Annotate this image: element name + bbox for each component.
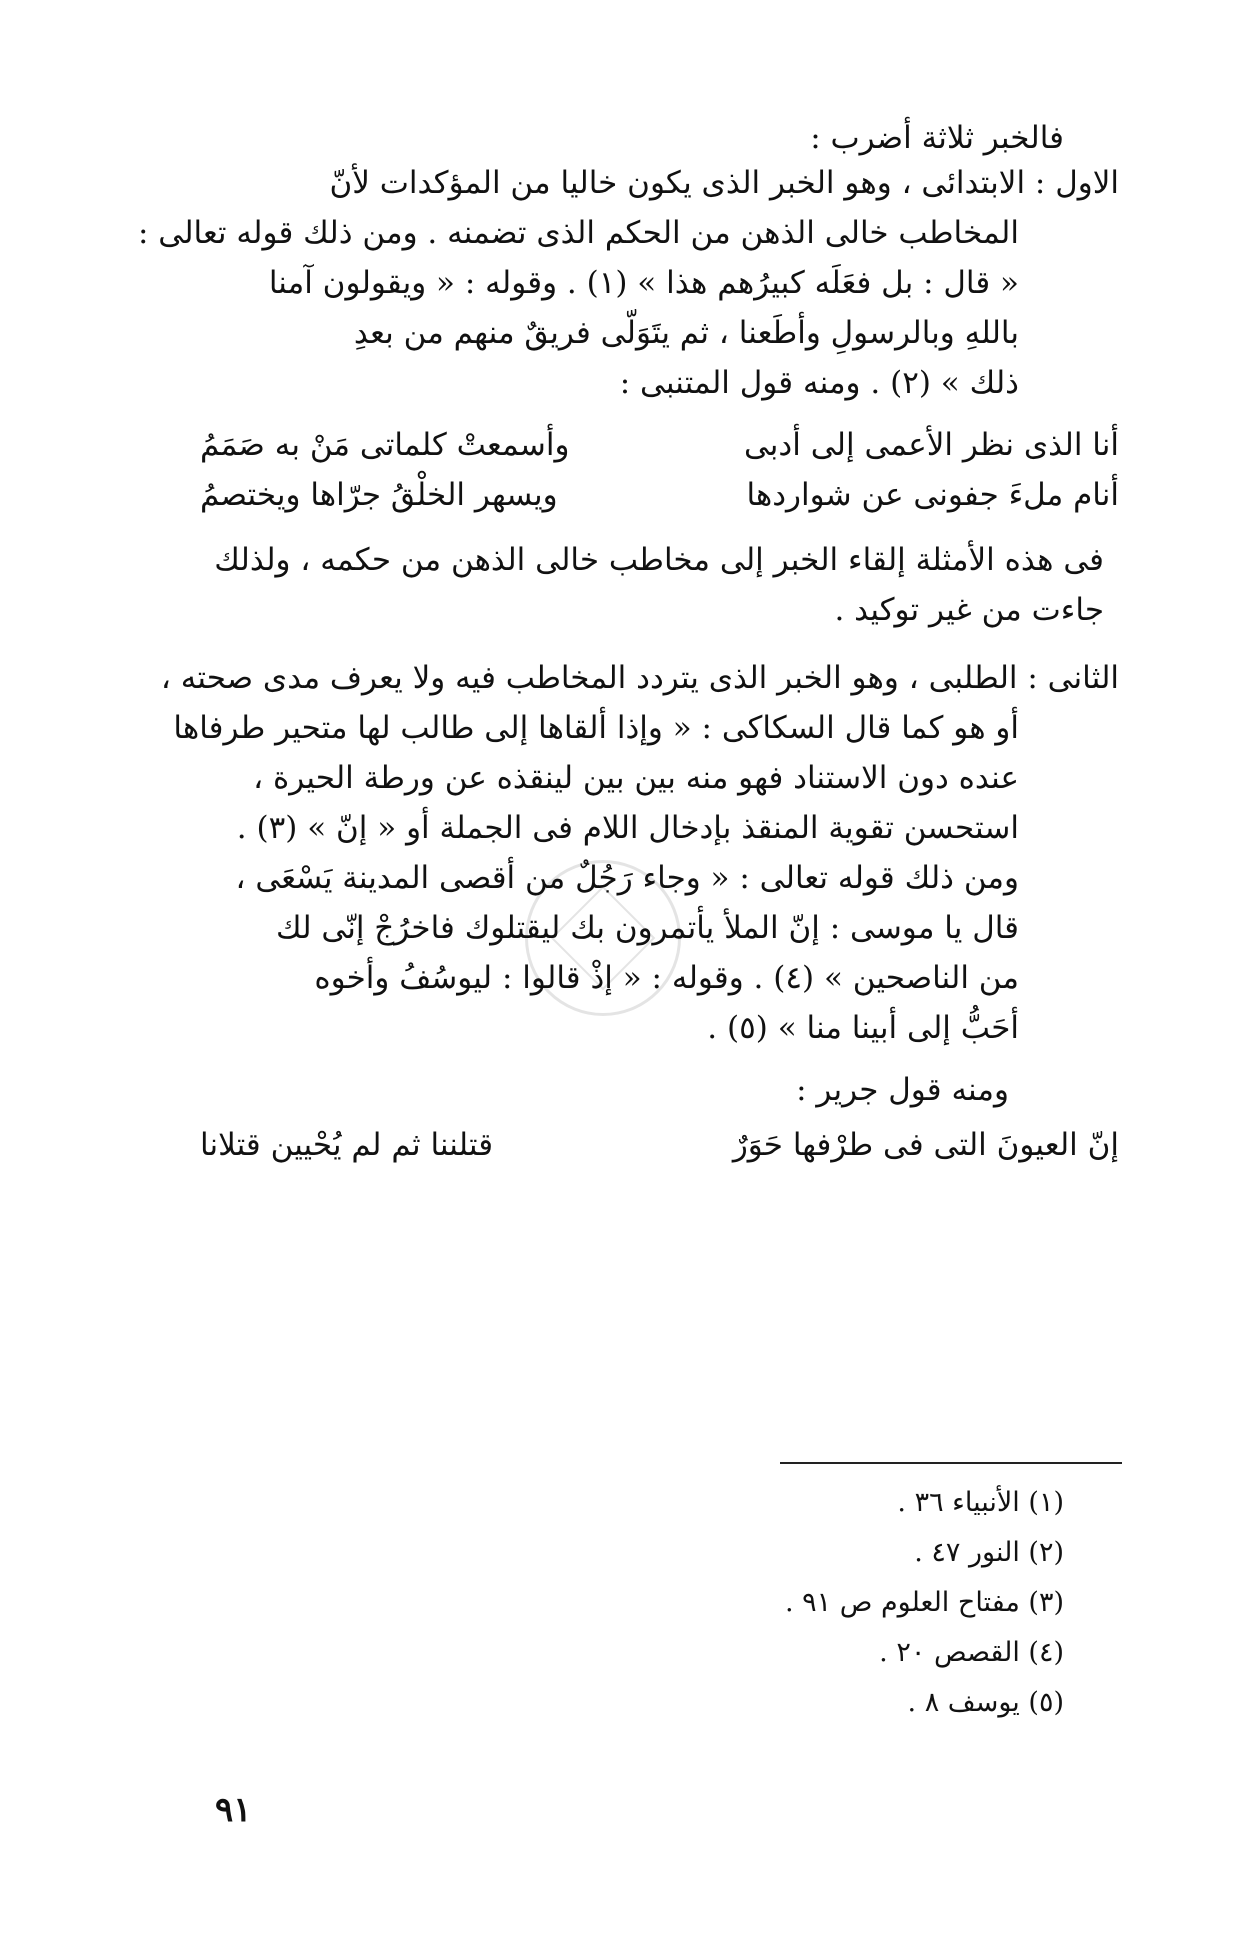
verse-first-hemistich: أنا الذى نظر الأعمى إلى أدبى xyxy=(743,427,1119,463)
verse-first-hemistich: أنام ملءَ جفونى عن شواردها xyxy=(746,477,1119,513)
poem-verse xyxy=(200,1125,1119,1165)
footnote-divider xyxy=(780,1462,1122,1464)
paragraph-line: استحسن تقوية المنقذ بإدخال اللام فى الجملة أو « إنّ » (٣) . xyxy=(236,810,1019,846)
footnote: (١) الأنبياء ٣٦ . xyxy=(897,1487,1064,1518)
paragraph-line: جاءت من غير توكيد . xyxy=(834,592,1104,628)
paragraph-line: أحَبُّ إلى أبينا منا » (٥) . xyxy=(707,1010,1019,1046)
poem-verse xyxy=(200,475,1119,515)
section-heading: فالخبر ثلاثة أضرب : xyxy=(810,120,1064,156)
footnote: (٥) يوسف ٨ . xyxy=(907,1687,1064,1718)
paragraph-line: الثانى : الطلبى ، وهو الخبر الذى يتردد المخاطب فيه ولا يعرف مدى صحته ، xyxy=(160,660,1119,696)
paragraph-line: من الناصحين » (٤) . وقوله : « إذْ قالوا : ليوسُفُ وأخوه xyxy=(314,960,1019,996)
paragraph-line: المخاطب خالى الذهن من الحكم الذى تضمنه . ومن ذلك قوله تعالى : xyxy=(137,215,1019,251)
footnote: (٣) مفتاح العلوم ص ٩١ . xyxy=(784,1587,1064,1618)
paragraph-line: قال يا موسى : إنّ الملأ يأتمرون بك ليقتلوك فاخرُجْ إنّى لك xyxy=(275,910,1019,946)
paragraph-line: عنده دون الاستناد فهو منه بين بين لينقذه عن ورطة الحيرة ، xyxy=(253,760,1019,796)
footnote: (٢) النور ٤٧ . xyxy=(914,1537,1064,1568)
verse-first-hemistich: إنّ العيونَ التى فى طرْفها حَوَرٌ xyxy=(732,1127,1119,1163)
paragraph-line: فى هذه الأمثلة إلقاء الخبر إلى مخاطب خالى الذهن من حكمه ، ولذلك xyxy=(214,542,1104,578)
paragraph-line: « قال : بل فعَلَه كبيرُهم هذا » (١) . وقوله : « ويقولون آمنا xyxy=(268,265,1019,301)
paragraph-line: أو هو كما قال السكاكى : « وإذا ألقاها إلى طالب لها متحير طرفاها xyxy=(173,710,1019,746)
paragraph-line: باللهِ وبالرسولِ وأطَعنا ، ثم يتَوَلّى فريقٌ منهم من بعدِ xyxy=(353,315,1019,351)
poem-intro: ومنه قول جرير : xyxy=(796,1072,1009,1108)
poem-verse xyxy=(200,425,1119,465)
page-number: ٩١ xyxy=(215,1790,252,1830)
verse-second-hemistich: وأسمعتْ كلماتى مَنْ به صَمَمُ xyxy=(200,427,570,463)
paragraph-line: ذلك » (٢) . ومنه قول المتنبى : xyxy=(619,365,1019,401)
footnote: (٤) القصص ٢٠ . xyxy=(879,1637,1064,1668)
verse-second-hemistich: ويسهر الخلْقُ جرّاها ويختصمُ xyxy=(200,477,558,513)
paragraph-line: الاول : الابتدائى ، وهو الخبر الذى يكون خاليا من المؤكدات لأنّ xyxy=(329,165,1119,201)
verse-second-hemistich: قتلننا ثم لم يُحْيين قتلانا xyxy=(200,1127,494,1163)
paragraph-line: ومن ذلك قوله تعالى : « وجاء رَجُلٌ من أقصى المدينة يَسْعَى ، xyxy=(235,860,1019,896)
